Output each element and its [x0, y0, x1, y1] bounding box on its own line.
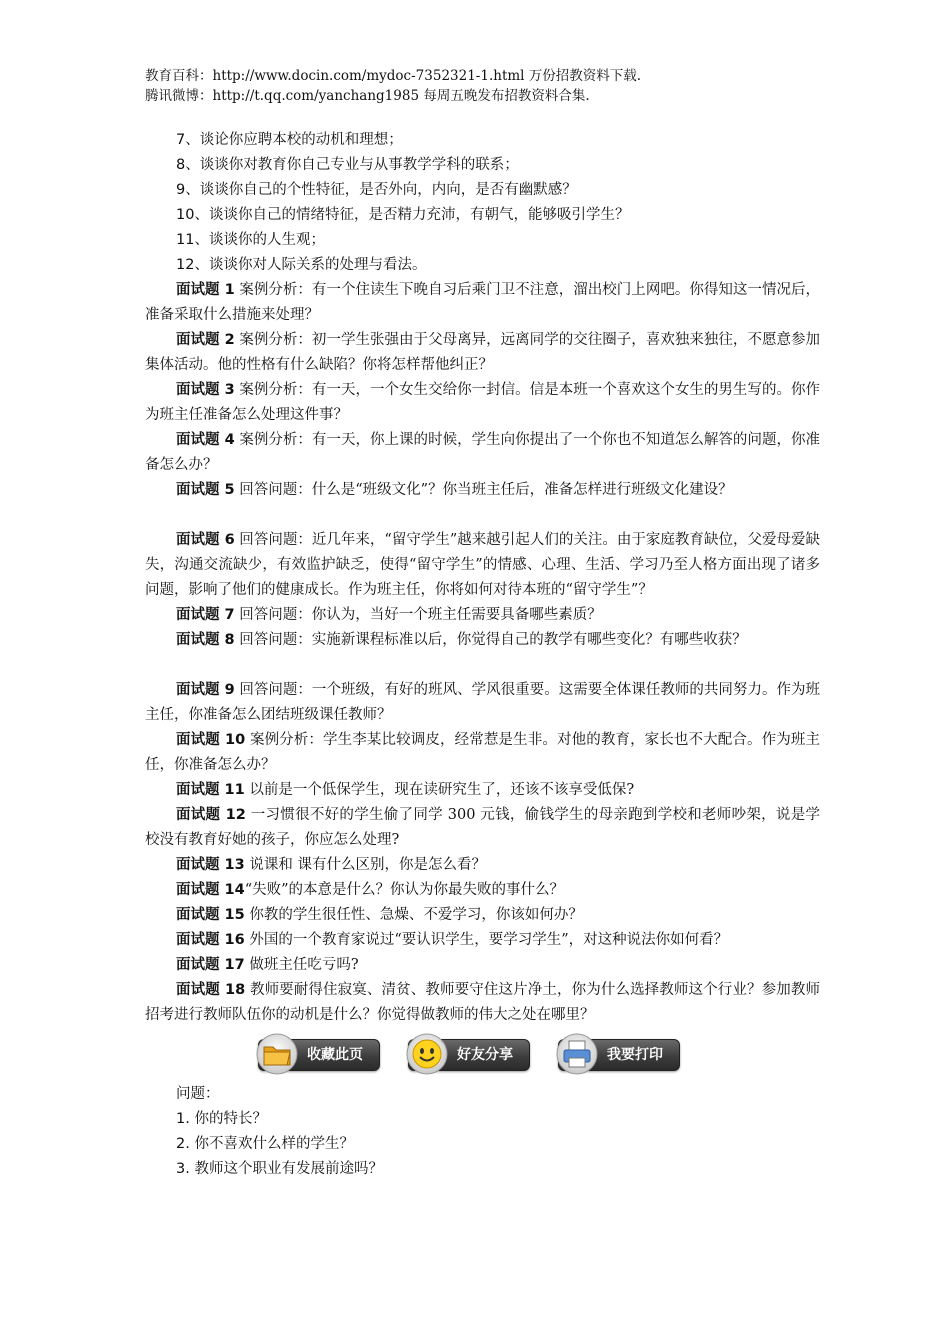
- question-3: 面试题 3 案例分析：有一天，一个女生交给你一封信。信是本班一个喜欢这个女生的男生写的。你作为班主任准备怎么处理这件事？: [145, 382, 821, 423]
- question-1: 面试题 1 案例分析：有一个住读生下晚自习后乘门卫不注意，溜出校门上网吧。你得知这一情况后，准备采取什么措施来处理？: [145, 282, 821, 323]
- question-label: 面试题 3: [176, 382, 235, 398]
- question-17: 面试题 17 做班主任吃亏吗?: [176, 957, 359, 973]
- topic-number: 10: [176, 207, 195, 223]
- question-6: 面试题 6 回答问题：近几年来，“留守学生”越来越引起人们的关注。由于家庭教育缺位，父爱母爱缺失，沟通交流缺少，有效监护缺乏，使得“留守学生”的情感、心理、生活、学习乃至人格方面出现了诸多问题，影响了他们的健康成长。作为班主任，你将如何对待本班的“留守学生”？: [145, 532, 821, 598]
- extra-questions: [145, 1082, 820, 1182]
- action-buttons: [258, 1032, 820, 1078]
- extra-question-item: 2. 你不喜欢什么样的学生？: [176, 1136, 354, 1152]
- share-label: 好友分享: [457, 1046, 513, 1063]
- question-label: 面试题 8: [176, 632, 235, 648]
- question-label: 面试题 4: [176, 432, 235, 448]
- topic-item: 10、谈谈你自己的情绪特征，是否精力充沛，有朝气，能够吸引学生？: [176, 207, 630, 223]
- question-label: 面试题 5: [176, 482, 235, 498]
- question-label: 面试题 10: [176, 732, 246, 748]
- folder-icon: [255, 1032, 299, 1076]
- topic-list: [145, 128, 820, 278]
- header-line-weibo: 腾讯微博：http://t.qq.com/yanchang1985 每周五晚发布招教资料合集.: [145, 88, 590, 104]
- question-label: 面试题 7: [176, 607, 235, 623]
- topic-number: 9: [176, 182, 186, 198]
- question-12: 面试题 12 一习惯很不好的学生偷了同学 300 元钱，偷钱学生的母亲跑到学校和老师吵架，说是学校没有教育好她的孩子，你应怎么处理?: [145, 807, 820, 848]
- question-13: 面试题 13 说课和 课有什么区别，你是怎么看？: [176, 857, 486, 873]
- question-5: 面试题 5 回答问题：什么是“班级文化”？你当班主任后，准备怎样进行班级文化建设？: [176, 482, 733, 498]
- topic-number: 7: [176, 132, 186, 148]
- question-label: 面试题 11: [176, 782, 245, 798]
- question-label: 面试题 13: [176, 857, 245, 873]
- print-button[interactable]: [558, 1039, 680, 1071]
- question-label: 面试题 14: [176, 882, 245, 898]
- question-label: 面试题 2: [176, 332, 235, 348]
- topic-item: 11、谈谈你的人生观；: [176, 232, 325, 248]
- topic-number: 11: [176, 232, 195, 248]
- extra-question-item: 3. 教师这个职业有发展前途吗？: [176, 1161, 383, 1177]
- question-9: 面试题 9 回答问题：一个班级，有好的班风、学风很重要。这需要全体课任教师的共同努力。作为班主任，你准备怎么团结班级课任教师？: [145, 682, 821, 723]
- question-11: 面试题 11 以前是一个低保学生，现在读研究生了，还该不该享受低保?: [176, 782, 635, 798]
- printer-icon: [555, 1032, 599, 1076]
- question-4: 面试题 4 案例分析：有一天，你上课的时候，学生向你提出了一个你也不知道怎么解答的问题，你准备怎么办？: [145, 432, 821, 473]
- share-button[interactable]: [408, 1039, 530, 1071]
- topic-item: 8、谈谈你对教育你自己专业与从事教学学科的联系；: [176, 157, 519, 173]
- question-2: 面试题 2 案例分析：初一学生张强由于父母离异，远离同学的交往圈子，喜欢独来独往，不愿意参加集体活动。他的性格有什么缺陷？你将怎样帮他纠正？: [145, 332, 821, 373]
- main-content: [145, 128, 820, 1182]
- smiley-icon: [405, 1032, 449, 1076]
- question-label: 面试题 18: [176, 982, 246, 998]
- question-8: 面试题 8 回答问题：实施新课程标准以后，你觉得自己的教学有哪些变化？有哪些收获？: [176, 632, 747, 648]
- print-label: 我要打印: [607, 1046, 663, 1063]
- question-18: 面试题 18 教师要耐得住寂寞、清贫、教师要守住这片净土，你为什么选择教师这个行业？参加教师招考进行教师队伍你的动机是什么？你觉得做教师的伟大之处在哪里？: [145, 982, 821, 1023]
- extra-question-item: 1. 你的特长？: [176, 1111, 267, 1127]
- favorite-button[interactable]: [258, 1039, 380, 1071]
- header-line-docin: 教育百科：http://www.docin.com/mydoc-7352321-1.html 万份招教资料下载.: [145, 68, 642, 84]
- question-label: 面试题 12: [176, 807, 246, 823]
- page-header: [145, 66, 641, 106]
- question-label: 面试题 15: [176, 907, 245, 923]
- question-label: 面试题 9: [176, 682, 235, 698]
- topic-number: 8: [176, 157, 186, 173]
- topic-item: 9、谈谈你自己的个性特征，是否外向，内向，是否有幽默感？: [176, 182, 577, 198]
- favorite-label: 收藏此页: [307, 1046, 363, 1063]
- question-label: 面试题 1: [176, 282, 235, 298]
- question-label: 面试题 6: [176, 532, 235, 548]
- topic-number: 12: [176, 257, 195, 273]
- question-7: 面试题 7 回答问题：你认为，当好一个班主任需要具备哪些素质？: [176, 607, 602, 623]
- topic-item: 7、谈论你应聘本校的动机和理想；: [176, 132, 403, 148]
- interview-questions: [145, 278, 820, 1028]
- question-14: 面试题 14“失败”的本意是什么？你认为你最失败的事什么？: [176, 882, 565, 898]
- question-15: 面试题 15 你教的学生很任性、急燥、不爱学习，你该如何办？: [176, 907, 583, 923]
- question-label: 面试题 16: [176, 932, 245, 948]
- question-label: 面试题 17: [176, 957, 245, 973]
- question-16: 面试题 16 外国的一个教育家说过“要认识学生，要学习学生”，对这种说法你如何看？: [176, 932, 729, 948]
- extra-questions-title: 问题：: [176, 1086, 220, 1102]
- question-10: 面试题 10 案例分析：学生李某比较调皮，经常惹是生非。对他的教育，家长也不大配合。作为班主任，你准备怎么办？: [145, 732, 821, 773]
- topic-item: 12、谈谈你对人际关系的处理与看法。: [176, 257, 427, 273]
